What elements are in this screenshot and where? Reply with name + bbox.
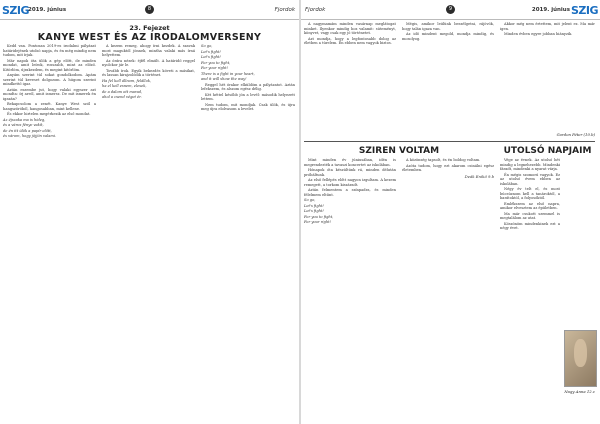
verse-line: de én itt ülök a papír előtt, — [3, 128, 52, 133]
verse-block — [102, 79, 195, 100]
page-number: 8 — [145, 5, 154, 14]
author-photo — [564, 330, 597, 387]
verse-line: és várom, hogy jöjjön valami. — [3, 134, 57, 138]
paragraph: Az órára nézek: éjfél elmúlt. A határidő reggel nyolckor jár le. — [102, 58, 195, 67]
paragraph: Már napok óta ülök a gép előtt, de minden mondat, amit leírok, rosszabb, mint az előző. Kitörlöm, újrakezdem, és megint kitörlöm. — [3, 58, 96, 72]
paragraph: Anyám szerint túl sokat gondolkodom. Apám szerint túl keveset dolgozom. A húgom szerint mindkettő igaz. — [3, 73, 96, 86]
paragraph: Azt mondja, hogy a legfontosabb dolog az életben a türelem. Én ebben nem vagyok biztos. — [304, 36, 396, 45]
verse-line: There is a fight in your heart, — [201, 71, 255, 76]
paragraph: A kezem remeg, ahogy írni kezdek. A szavak most maguktól jönnek, mintha valaki más írná helyettem. — [102, 44, 195, 57]
section-divider — [304, 141, 595, 142]
verse-line: So go, — [304, 198, 316, 202]
verse-line: For your right! — [304, 220, 332, 224]
issue-date: 2019. június — [531, 7, 570, 13]
article-column-3 — [201, 44, 295, 113]
box-column-2 — [402, 158, 494, 179]
story-author: Gordon Péter (10.b) — [556, 132, 595, 137]
paragraph: Két héttel később jön a levél: második helyezett lettem. — [201, 92, 295, 101]
paragraph: Nem tudom, mit mondjak. Csak ülök, és újra meg újra elolvasom a levelet. — [201, 102, 295, 111]
verse-block — [201, 44, 295, 82]
right-page — [301, 0, 600, 424]
paragraph: Aztán eszembe jut, hogy valaki egyszer azt mondta: írj arról, amit ismersz. De mit ismerek én igazán? — [3, 87, 96, 101]
verse-line: and it will show the way! — [201, 77, 247, 81]
box-title: SZIREN VOLTAM — [358, 146, 440, 156]
paragraph: A közönség tapsolt, és én boldog voltam. — [406, 158, 481, 162]
article-column-2 — [102, 44, 195, 101]
section-name: Fjordok — [305, 7, 326, 13]
article-title: KANYE WEST ÉS AZ IRODALOMVERSENY — [37, 32, 262, 43]
verse-line: For you to fight, — [201, 60, 231, 65]
section-name: Fjordok — [274, 7, 295, 13]
verse-line: de a dalom ott marad, — [102, 89, 143, 94]
paragraph: Mégis, amikor leülünk beszélgetni, rájövök, hogy talán igaza van. — [402, 22, 494, 31]
verse-line: For you to fight, — [304, 214, 334, 219]
magazine-logo: SZIG — [2, 4, 30, 17]
verse-line: For your right! — [201, 66, 229, 70]
paragraph: Reggel hét órakor elküldöm a pályázatot. Aztán lefekszem, és alszom egész délig. — [201, 82, 295, 91]
paragraph: Az első fellépés előtt nagyon izgultam. A kezem remegett, a torkom kiszáradt. — [304, 178, 396, 187]
verse-line: és a város fénye vakít, — [3, 123, 44, 127]
verse-block — [3, 118, 96, 139]
paragraph: Ma már csukott szemmel is megtalálom az utat. — [500, 211, 560, 220]
paragraph: Vége az évnek. Az utolsó hét mindig a legnehezebb. Mindenki fáradt, mindenki a nyarat várja. — [500, 158, 560, 171]
left-page — [0, 0, 299, 424]
paragraph: Én mégis szomorú vagyok. Ez az utolsó évem ebben az iskolában. — [500, 172, 560, 186]
article-column-1 — [3, 44, 96, 140]
verse-line: Ha fel kell állnom, felállok, — [102, 78, 152, 83]
paragraph: Négy év telt el, és most búcsúznom kell a tanároktól, a barátoktól, a folyosóktól. — [500, 187, 560, 200]
paragraph: Mint minden év júniusában, idén is megrendezték a tavaszi koncertet az iskolában. — [304, 158, 396, 167]
story-column-2 — [402, 22, 494, 42]
page-number: 9 — [446, 5, 455, 14]
chapter-label: 23. Fejezet — [129, 24, 170, 32]
verse-line: So go, — [201, 44, 213, 48]
paragraph: Bekapcsolom a zenét. Kanye West szól a hangszóróból, hangosabban, mint kellene. — [3, 102, 96, 111]
side-title: UTOLSÓ NAPJAIM — [503, 146, 592, 156]
box-column-1 — [304, 158, 396, 226]
story-column-3 — [500, 22, 595, 38]
verse-line: Az éjszaka ma is hideg, — [3, 117, 46, 122]
box-author: Deák Enikő 9.b — [464, 173, 494, 179]
paragraph: Kedd van. Pontosan 2019-es irodalmi pályázat határidejének utolsó napja, és én még mindig nem tudom, mit írjak. — [3, 44, 96, 57]
magazine-logo: SZIG — [570, 4, 598, 17]
paragraph: Tovább írok. Egyik bekezdés követi a másikat, és lassan kirajzolódik a történet. — [102, 68, 195, 77]
paragraph: Aztán felmentem a színpadra, és minden félelmem eltűnt. — [304, 188, 396, 197]
verse-line: ahol a csend véget ér. — [102, 95, 142, 99]
paragraph: Hónapok óta készültünk rá, minden délután próbáltunk. — [304, 168, 396, 177]
left-page-header — [0, 3, 299, 20]
verse-line: ha el kell esnem, elesek, — [102, 84, 147, 88]
paragraph: Emlékszem az első napra, amikor elvesztem az épületben. — [500, 201, 560, 210]
verse-line: Let's fight! — [201, 49, 221, 54]
verse-block — [304, 198, 396, 225]
paragraph: És ekkor hirtelen megérkezik az első mondat. — [7, 112, 91, 116]
story-column-1 — [304, 22, 396, 47]
paragraph: Minden évben egyre jobban hiányzik. — [504, 32, 573, 36]
paragraph: Azóta tudom, hogy ezt akarom csinálni egész életemben. — [402, 163, 494, 172]
verse-line: Let's fight! — [201, 55, 221, 59]
paragraph: Köszönöm mindenkinek ezt a négy évet. — [500, 221, 560, 230]
side-column — [500, 158, 560, 232]
verse-line: Let's fight! — [304, 203, 324, 208]
paragraph: A nagymamám minden vasárnap meglátogat minket. Ilyenkor mindig hoz valamit: süteményt, könyvet, vagy csak egy jó történetet. — [304, 22, 396, 35]
side-author: Nagy Anna 12.c — [564, 389, 595, 394]
issue-date: 2019. június — [28, 7, 67, 13]
right-page-header — [301, 3, 600, 20]
paragraph: Akkor még nem értettem, mit jelent ez. Ma már igen. — [500, 22, 595, 31]
verse-line: Let's fight! — [304, 209, 324, 213]
paragraph: Az idő mindent megold, mondja mindig, és mosolyog. — [402, 32, 494, 41]
